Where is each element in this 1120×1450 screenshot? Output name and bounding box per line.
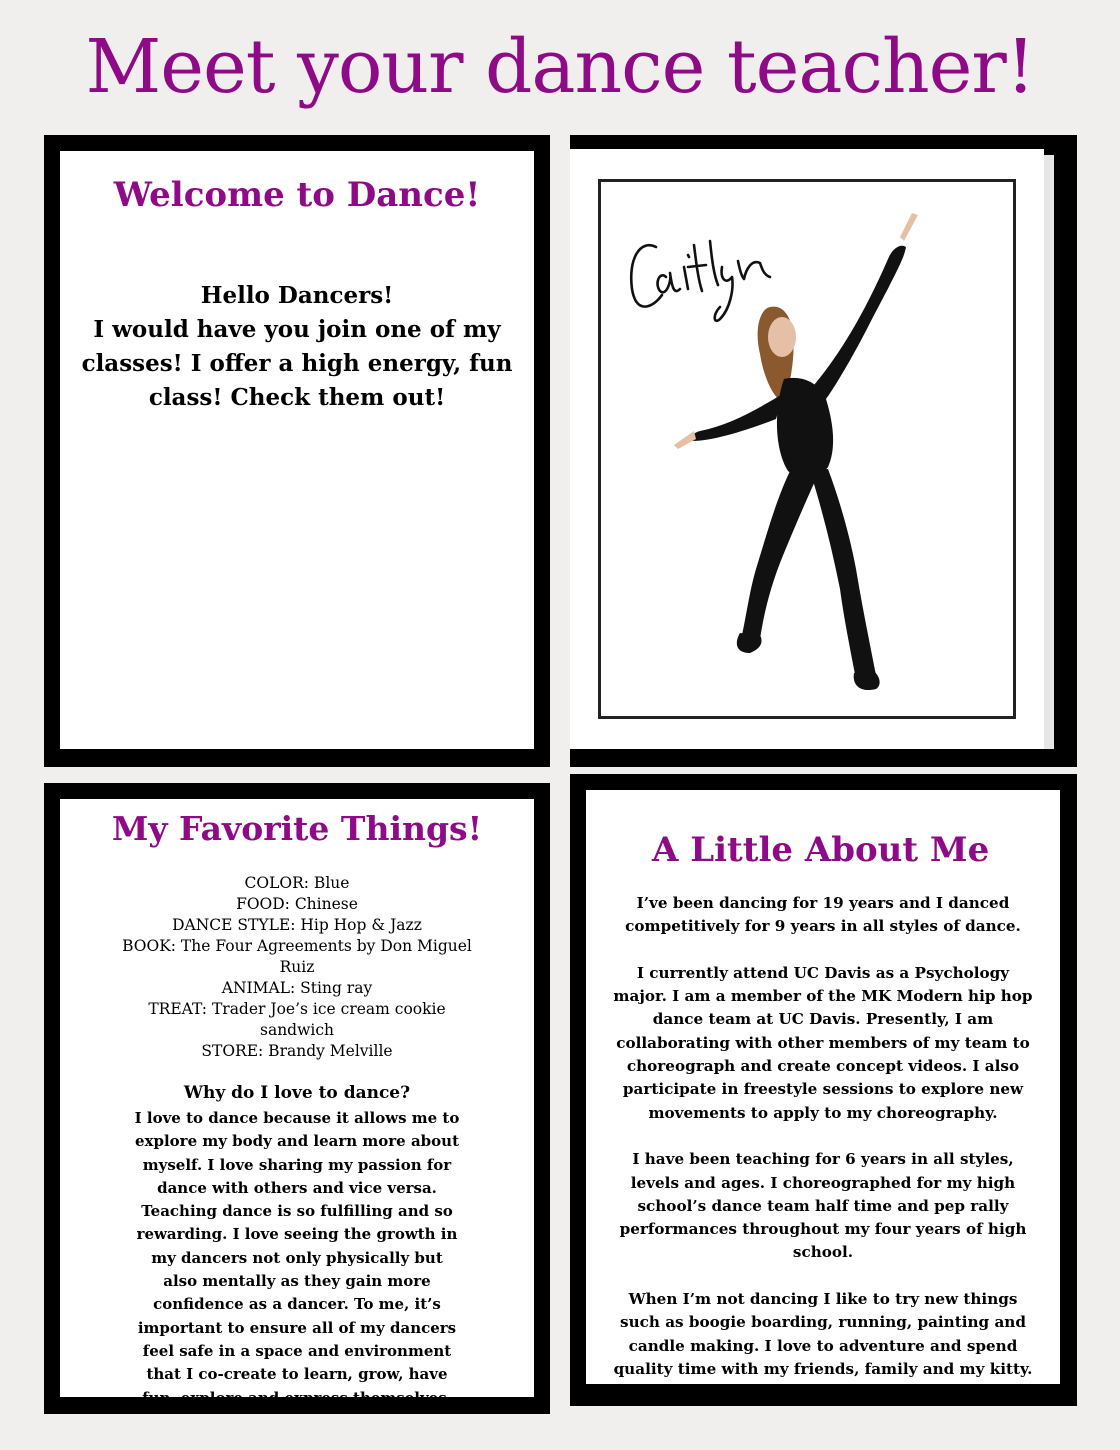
favorite-item: BOOK: The Four Agreements by Don Miguel Ruiz (122, 937, 472, 976)
about-card (586, 790, 1060, 1384)
welcome-message (80, 279, 514, 415)
favorite-item: COLOR: Blue (244, 874, 350, 892)
dancer-photo (570, 149, 1044, 749)
favorites-heading: My Favorite Things! (111, 809, 483, 848)
favorites-list (120, 873, 474, 1062)
favorites-panel (44, 783, 550, 1414)
welcome-body: I would have you join one of my classes! I offer a high energy, fun class! Check them out! (81, 316, 513, 411)
photo-card-shadow (1044, 155, 1054, 749)
about-paragraph: When I’m not dancing I like to try new things such as boogie boarding, running, painting and candle making. I love to adventure and spend quality time with my friends, family and my kitty. (613, 1290, 1033, 1378)
dancer-figure (674, 213, 918, 690)
favorite-item: TREAT: Trader Joe’s ice cream cookie sandwich (148, 1000, 446, 1039)
about-text (610, 892, 1036, 1405)
photo-panel (570, 135, 1077, 767)
favorites-card (60, 799, 534, 1407)
about-paragraph: I have been teaching for 6 years in all styles, levels and ages. I choreographed for my high school’s dance team half time and pep rally performances throughout my four years of high school. (619, 1150, 1027, 1262)
welcome-heading: Welcome to Dance! (113, 175, 481, 215)
why-dance-text: I love to dance because it allows me to explore my body and learn more about myself. I love sharing my passion for dance with others and vice versa. Teaching dance is so fulfilling and so rewarding. I love seeing the growth in my dancers not only physically but also mentally as they gain more confidence as a dancer. To me, it’s important to ensure all of my dancers feel safe in a space and environment that I co-create to learn, grow, have fun, explore and express themselves. (134, 1109, 460, 1407)
welcome-card (60, 151, 534, 749)
about-panel (570, 774, 1077, 1406)
about-heading: A Little About Me (652, 830, 990, 870)
about-paragraph: I’ve been dancing for 19 years and I danced competitively for 9 years in all styles of dance. (625, 894, 1021, 936)
photo-card (570, 149, 1044, 749)
favorite-item: DANCE STYLE: Hip Hop & Jazz (172, 916, 422, 934)
page-title: Meet your dance teacher! (85, 24, 1035, 110)
welcome-panel (44, 135, 550, 767)
favorite-item: STORE: Brandy Melville (201, 1042, 393, 1060)
welcome-greeting: Hello Dancers! (200, 282, 394, 309)
favorite-item: ANIMAL: Sting ray (221, 979, 373, 997)
about-paragraph: I currently attend UC Davis as a Psychology major. I am a member of the MK Modern hip hop dance team at UC Davis. Presently, I am collaborating with other members of my team to choreograph and create concept videos. I also participate in freestyle sessions to explore new movements to apply to my choreography. (613, 963, 1033, 1122)
why-dance-heading: Why do I love to dance? (183, 1083, 411, 1103)
signature-caitlyn (631, 241, 770, 321)
favorite-item: FOOD: Chinese (236, 895, 358, 913)
